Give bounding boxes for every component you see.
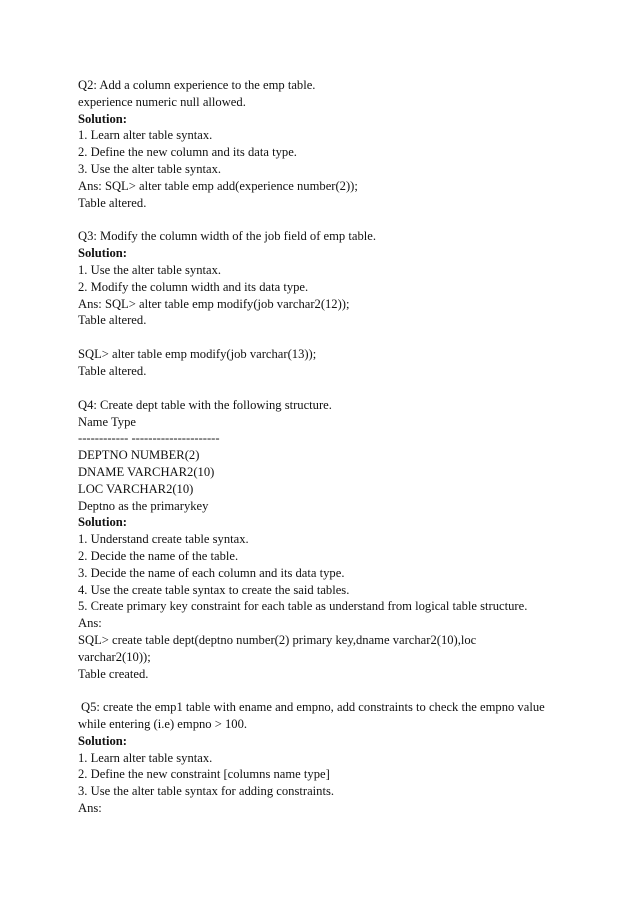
spacer: [78, 211, 568, 228]
q5-question-continued: while entering (i.e) empno > 100.: [78, 717, 248, 732]
q2-answer: Ans: SQL> alter table emp add(experience number(2));: [78, 178, 358, 193]
q4-answer-label: Ans:: [78, 616, 102, 631]
q3-step: 1. Use the alter table syntax.: [78, 262, 222, 277]
q4-table-divider: ------------ ---------------------: [78, 431, 220, 446]
q5-step: 1. Learn alter table syntax.: [78, 750, 213, 765]
q4-table-row: LOC VARCHAR2(10): [78, 481, 194, 496]
q5-answer-label: Ans:: [78, 801, 102, 816]
q4-step: 1. Understand create table syntax.: [78, 532, 249, 547]
q2-step: 3. Use the alter table syntax.: [78, 161, 222, 176]
q4-answer-line: varchar2(10));: [78, 649, 151, 664]
q4-result: Table created.: [78, 666, 149, 681]
spacer: [78, 380, 568, 397]
q4-step: 2. Decide the name of the table.: [78, 548, 239, 563]
q5-step: 3. Use the alter table syntax for adding constraints.: [78, 784, 335, 799]
q2-question: Q2: Add a column experience to the emp table.: [78, 78, 316, 92]
q4-table-row: DNAME VARCHAR2(10): [78, 464, 215, 479]
q3-solution-label: Solution:: [78, 246, 127, 261]
q4-table-header: Name Type: [78, 414, 136, 429]
spacer: [78, 329, 568, 346]
q4-solution-label: Solution:: [78, 515, 127, 530]
q2-detail: experience numeric null allowed.: [78, 94, 246, 109]
q3-answer: Ans: SQL> alter table emp modify(job varchar2(12));: [78, 296, 350, 311]
q2-step: 1. Learn alter table syntax.: [78, 128, 213, 143]
q4-step: 3. Decide the name of each column and its data type.: [78, 565, 345, 580]
q5-question: Q5: create the emp1 table with ename and empno, add constraints to check the empno value: [81, 700, 545, 715]
q2-result: Table altered.: [78, 195, 147, 210]
q3-step: 2. Modify the column width and its data type.: [78, 279, 309, 294]
q4-table-row: DEPTNO NUMBER(2): [78, 448, 200, 463]
spacer: [78, 682, 568, 699]
q2-solution-label: Solution:: [78, 111, 127, 126]
q3-question: Q3: Modify the column width of the job field of emp table.: [78, 229, 376, 244]
q3-extra-command: SQL> alter table emp modify(job varchar(13));: [78, 347, 317, 362]
q4-note: Deptno as the primarykey: [78, 498, 209, 513]
q4-answer-line: SQL> create table dept(deptno number(2) primary key,dname varchar2(10),loc: [78, 632, 477, 647]
q3-extra-result: Table altered.: [78, 363, 147, 378]
q4-question: Q4: Create dept table with the following structure.: [78, 397, 332, 412]
q3-result: Table altered.: [78, 313, 147, 328]
q4-step: 5. Create primary key constraint for each table as understand from logical table structure.: [78, 599, 528, 614]
q5-solution-label: Solution:: [78, 733, 127, 748]
q4-step: 4. Use the create table syntax to create the said tables.: [78, 582, 350, 597]
document-body: [78, 77, 568, 817]
q2-step: 2. Define the new column and its data type.: [78, 145, 297, 160]
q5-step: 2. Define the new constraint [columns name type]: [78, 767, 330, 782]
